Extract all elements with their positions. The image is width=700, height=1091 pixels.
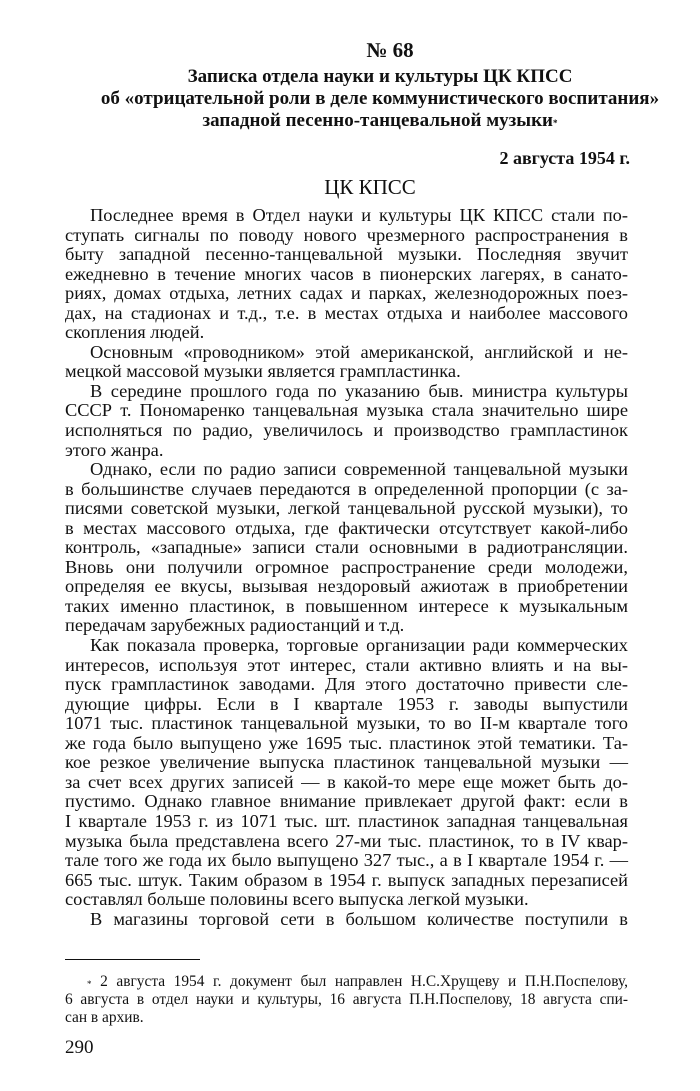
title-line-3 [60,110,700,132]
body-line: кое резкое увеличение выпуска пластинок танцевальной музыки — [65,752,628,773]
body-line: ежедневно в течение многих часов в пионерских лагерях, в санато- [65,263,628,284]
footnote-divider [65,959,200,960]
body-line: музыка была представлена всего 27-ми тыс. пластинок, то в IV квар- [65,830,628,851]
body-line: в большинстве случаев передаются в определенной пропорции (с за- [65,478,628,499]
body-line: риях, домах отдыха, летних садах и парках, железнодорожных поез- [65,283,628,304]
body-line: 665 тыс. штук. Таким образом в 1954 г. выпуск западных перезаписей [65,869,628,890]
body-line: скопления людей. [65,322,205,343]
body-line: ступать сигналы по поводу нового чрезмерного распространения в [65,224,628,245]
footnote-mark: * [553,118,558,128]
body-line: писями советской музыки, легкой танцевальной русской музыки), то [65,498,628,519]
body-line: быту западной песенно-танцевальной музыки. Последняя звучит [65,244,628,265]
body-line: дах, на стадионах и т.д., т.е. в местах отдыха и наиболее массового [65,302,628,323]
body-line: таких именно пластинок, в повышенном интересе к музыкальным [65,595,628,616]
body-line: в местах массового отдыха, где фактически отсутствует какой-либо [65,517,628,538]
body-line: дующие цифры. Если в I квартале 1953 г. заводы выпустили [65,693,628,714]
body-line: интересов, используя этот интерес, стали активно влиять и на вы- [65,654,628,675]
document-number: № 68 [366,38,414,62]
body-line: Последнее время в Отдел науки и культуры ЦК КПСС стали по- [90,205,628,225]
body-line: 1071 тыс. пластинок танцевальной музыки, то во II-м квартале того [65,713,628,734]
body-line: Основным «проводником» этой американской, английской и не- [90,341,628,362]
body-line: I квартале 1953 г. из 1071 тыс. шт. пластинок западная танцевальная [65,810,628,831]
page-number: 290 [65,1037,94,1058]
body-line: пустимо. Однако главное внимание привлекает другой факт: если в [65,791,628,812]
footnote-line-1 [65,973,628,991]
footnote [65,973,628,1027]
body-line: за счет всех других записей — в какой-то мере еще может быть до- [65,771,628,792]
body-line: В магазины торговой сети в большом количестве поступили в [90,908,628,929]
body-line: тале того же года их было выпущено 327 тыс., а в I квартале 1954 г. — [65,850,628,871]
body-line: В середине прошлого года по указанию быв. министра культуры [90,380,628,401]
document-title [60,66,700,132]
body-line: составлял больше половины всего выпуска легкой музыки. [65,889,529,910]
footnote-mark: * [87,979,92,989]
document-date: 2 августа 1954 г. [499,148,630,168]
footnote-line-3: сан в архив. [65,1009,144,1026]
body-line: определяя ее вкусы, вызывая нездоровый ажиотаж в приобретении [65,576,628,597]
title-line-2: об «отрицательной роли в деле коммунистического воспитания» [100,88,660,109]
footnote-line-2: 6 августа в отдел науки и культуры, 16 августа П.Н.Поспелову, 18 августа спи- [65,991,628,1008]
body-line: СССР т. Пономаренко танцевальная музыка стала значительно шире [65,400,628,421]
body-line: Вновь они получили огромное распространение среди молодежи, [65,556,628,577]
addressee: ЦК КПСС [324,175,416,199]
body-line: же года было выпущено уже 1695 тыс. пластинок этой тематики. Та- [65,732,628,753]
body-line: исполняться по радио, увеличилось и производство грампластинок [65,420,628,441]
body-text [65,206,628,929]
title-line-1: Записка отдела науки и культуры ЦК КПСС [187,66,573,87]
body-line: Как показала проверка, торговые организации ради коммерческих [90,635,628,656]
body-line: этого жанра. [65,439,164,460]
body-line: передачам зарубежных радиостанций и т.д. [65,615,405,636]
body-line: контроль, «западные» записи стали основными в радиотрансляции. [65,537,628,558]
footnote-line-1-text: 2 августа 1954 г. документ был направлен Н.С.Хрущеву и П.Н.Поспелову, [100,973,628,990]
body-line: пуск грампластинок заводами. Для этого достаточно привести сле- [65,674,628,695]
title-line-3-text: западной песенно-танцевальной музыки [202,110,553,131]
body-line: Однако, если по радио записи современной танцевальной музыки [90,459,628,480]
body-line: мецкой массовой музыки является грампластинка. [65,361,461,382]
